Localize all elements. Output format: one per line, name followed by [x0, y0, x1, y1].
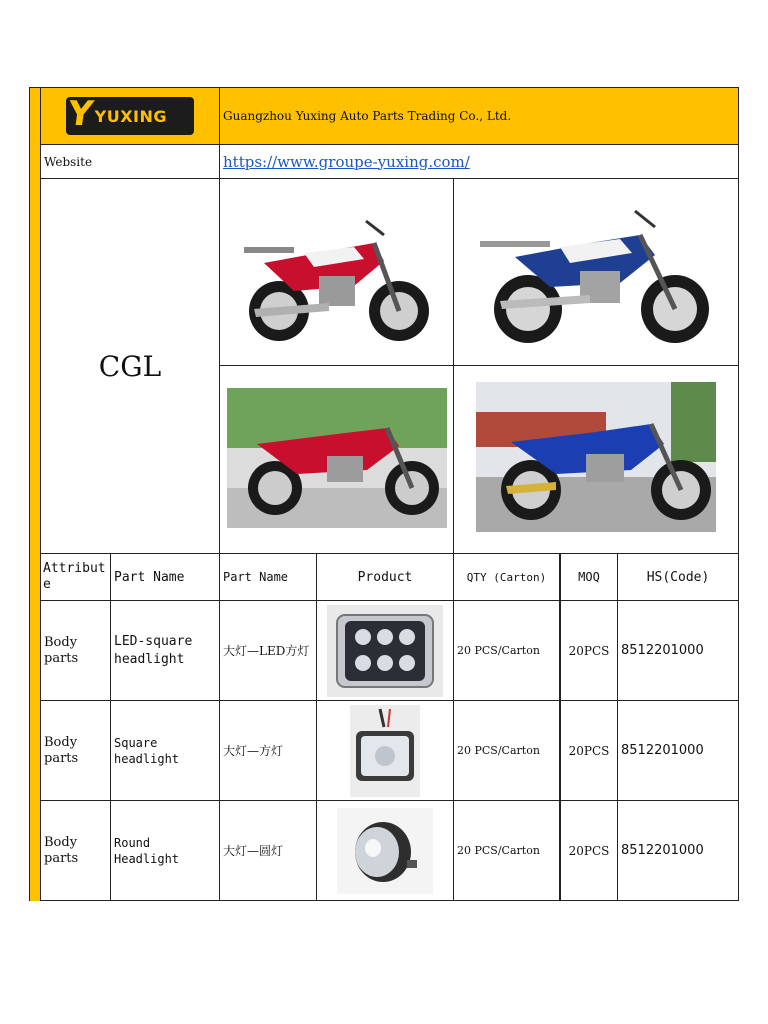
table-row-1-attribute: Body parts [41, 601, 111, 701]
table-row-2-product [317, 701, 454, 801]
yuxing-logo [65, 94, 194, 135]
table-row-1-name-cn: 大灯—LED方灯 [220, 601, 317, 701]
table-row-2-name-cn: 大灯—方灯 [220, 701, 317, 801]
header-attribute: Attribute [41, 554, 111, 601]
table-row-1-moq: 20PCS [560, 601, 618, 701]
table-row-3-hs: 8512201000 [618, 801, 739, 901]
photo-cell-1 [220, 179, 454, 366]
website-link[interactable]: https://www.groupe-yuxing.com/ [223, 152, 470, 171]
header-part-name-en: Part Name [111, 554, 220, 601]
table-row-3-qty: 20 PCS/Carton [454, 801, 560, 901]
led-square-headlight-image [327, 605, 443, 697]
square-headlight-image [350, 705, 420, 797]
table-row-1-qty: 20 PCS/Carton [454, 601, 560, 701]
catalog-sheet [29, 87, 739, 901]
model-cell [41, 179, 220, 554]
motorcycle-photo-red-white [234, 191, 440, 353]
table-row-2-moq: 20PCS [560, 701, 618, 801]
header-hs-code: HS(Code) [618, 554, 739, 601]
company-cell [220, 87, 739, 145]
table-row-3-name-en: Round Headlight [111, 801, 220, 901]
motorcycle-photo-red-outdoor [227, 388, 447, 528]
website-url-cell [220, 145, 739, 179]
photo-cell-2 [454, 179, 739, 366]
model-name: CGL [98, 349, 162, 383]
logo-text: YUXING [94, 106, 168, 126]
table-row-2-attribute: Body parts [41, 701, 111, 801]
table-row-2-qty: 20 PCS/Carton [454, 701, 560, 801]
table-row-2-hs: 8512201000 [618, 701, 739, 801]
table-row-1-name-en: LED-square headlight [111, 601, 220, 701]
header-qty: QTY (Carton) [454, 554, 560, 601]
table-row-1-hs: 8512201000 [618, 601, 739, 701]
motorcycle-photo-blue-white [470, 191, 720, 353]
table-row-2-name-en: Square headlight [111, 701, 220, 801]
table-row-1-product [317, 601, 454, 701]
round-headlight-image [337, 808, 433, 894]
website-label: Website [44, 154, 93, 169]
header-moq: MOQ [560, 554, 618, 601]
photo-cell-3 [220, 366, 454, 554]
table-row-3-moq: 20PCS [560, 801, 618, 901]
photo-cell-4 [454, 366, 739, 554]
table-row-3-attribute: Body parts [41, 801, 111, 901]
logo-mark: Y [65, 94, 94, 134]
left-stripe [29, 87, 41, 901]
header-part-name-cn: Part Name [220, 554, 317, 601]
table-row-3-name-cn: 大灯—圆灯 [220, 801, 317, 901]
table-row-3-product [317, 801, 454, 901]
company-name: Guangzhou Yuxing Auto Parts Trading Co., Ltd. [223, 109, 512, 123]
website-label-cell [41, 145, 220, 179]
motorcycle-photo-blue-outdoor [476, 382, 716, 532]
logo-cell [41, 87, 220, 145]
header-product: Product [317, 554, 454, 601]
